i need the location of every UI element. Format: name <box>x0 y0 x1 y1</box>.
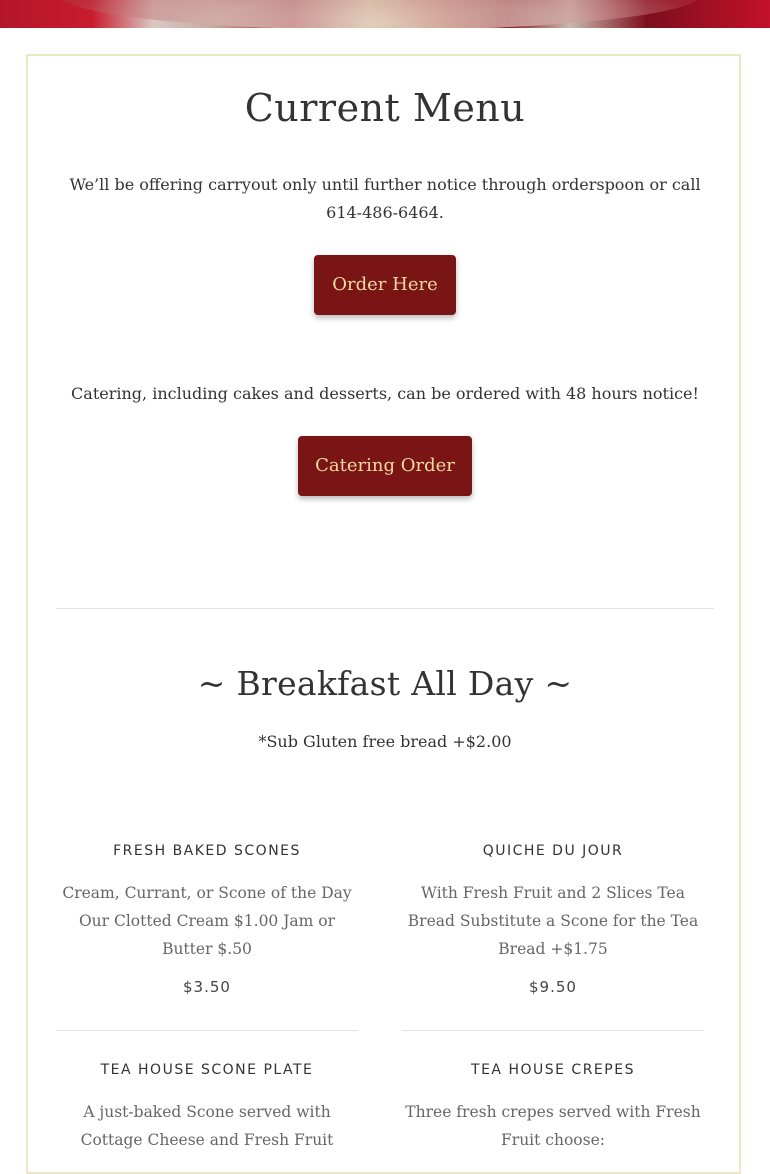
menu-item-name: TEA HOUSE SCONE PLATE <box>100 1062 314 1078</box>
menu-item-price: $9.50 <box>529 978 577 996</box>
menu-item-price: $3.50 <box>183 978 231 996</box>
page-title: Current Menu <box>244 86 526 130</box>
carryout-notice: We’ll be offering carryout only until further notice through orderspoon or call 614-486-6464. <box>69 175 701 222</box>
item-divider <box>56 1030 358 1031</box>
menu-item-crepes <box>402 1060 704 1154</box>
menu-item-name: QUICHE DU JOUR <box>482 843 624 859</box>
menu-item-quiche <box>402 841 704 997</box>
menu-item-scones <box>56 841 358 997</box>
item-divider <box>402 1030 704 1031</box>
menu-item-scone-plate <box>56 1060 358 1154</box>
order-here-button[interactable]: Order Here <box>314 255 456 315</box>
section-divider <box>56 608 714 609</box>
menu-item-description: Three fresh crepes served with Fresh Fruit choose: <box>405 1103 701 1149</box>
menu-item-description: Cream, Currant, or Scone of the Day Our Clotted Cream $1.00 Jam or Butter $.50 <box>62 884 352 958</box>
menu-item-description: With Fresh Fruit and 2 Slices Tea Bread Substitute a Scone for the Tea Bread +$1.75 <box>407 884 699 958</box>
menu-item-name: FRESH BAKED SCONES <box>113 843 301 859</box>
breakfast-section-title: ~ Breakfast All Day ~ <box>197 664 573 703</box>
menu-item-description: A just-baked Scone served with Cottage Cheese and Fresh Fruit <box>80 1103 334 1149</box>
hero-image <box>0 0 770 28</box>
gluten-free-note: *Sub Gluten free bread +$2.00 <box>258 732 512 751</box>
menu-item-name: TEA HOUSE CREPES <box>471 1062 635 1078</box>
hero-plate-graphic <box>60 0 700 28</box>
catering-notice: Catering, including cakes and desserts, can be ordered with 48 hours notice! <box>71 384 699 403</box>
catering-order-button[interactable]: Catering Order <box>298 436 472 496</box>
